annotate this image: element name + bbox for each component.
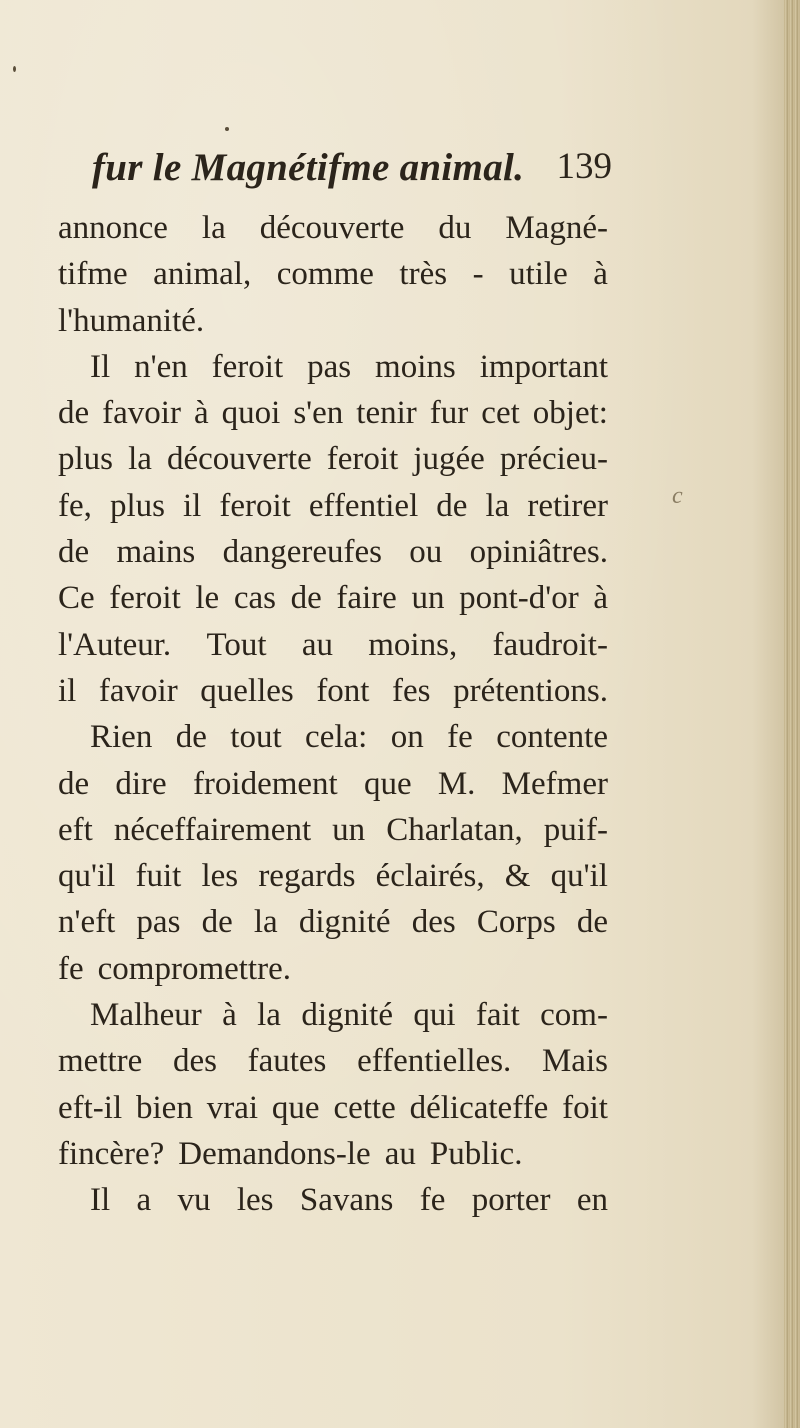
- ink-speck: [225, 127, 229, 131]
- word: en: [576, 1182, 608, 1219]
- word: pas: [307, 348, 352, 385]
- word: faudroit-: [492, 626, 608, 663]
- word: précieu-: [499, 441, 608, 478]
- word: M.: [437, 765, 476, 802]
- text-line: [58, 1038, 608, 1084]
- text-line: [58, 298, 608, 344]
- word: plus: [58, 441, 114, 478]
- text-line: [58, 205, 608, 251]
- word: bien: [136, 1089, 193, 1126]
- text-line: [58, 529, 608, 575]
- text-line: [58, 807, 608, 853]
- word: Public.: [429, 1135, 523, 1172]
- word: vu: [177, 1182, 211, 1219]
- text-line: [58, 575, 608, 621]
- text-line: [58, 714, 608, 760]
- word: de: [58, 765, 90, 802]
- word: pas: [136, 904, 181, 941]
- word: les: [201, 858, 239, 895]
- word: fe: [447, 719, 473, 756]
- text-line: [58, 1085, 608, 1131]
- word: fautes: [247, 1043, 327, 1080]
- word: de: [58, 395, 90, 432]
- word: que: [363, 765, 412, 802]
- word: la: [201, 210, 226, 246]
- word: il: [58, 672, 77, 709]
- text-line: [58, 992, 608, 1038]
- word: faire: [336, 580, 397, 617]
- word: du: [438, 210, 472, 246]
- word: Magné-: [505, 210, 608, 246]
- word: de: [576, 904, 608, 941]
- word: de: [290, 580, 322, 617]
- word: froidement: [192, 765, 338, 802]
- text-line: [58, 899, 608, 945]
- word: on: [390, 719, 424, 756]
- word: la: [128, 441, 152, 478]
- word: mettre: [58, 1043, 143, 1080]
- word: à: [193, 395, 209, 432]
- running-title: fur le Magnétifme animal.: [92, 146, 525, 189]
- page-number: 139: [556, 146, 612, 187]
- word: porter: [471, 1182, 551, 1219]
- word: favoir: [102, 395, 181, 432]
- word: animal,: [153, 256, 252, 293]
- word: moins: [375, 348, 456, 385]
- word: fe,: [58, 487, 92, 524]
- word: fur: [429, 395, 469, 432]
- word: font: [316, 672, 370, 709]
- word: quoi: [221, 395, 281, 432]
- word: découverte: [259, 210, 405, 246]
- word: fe: [58, 950, 84, 987]
- body-text: [58, 205, 608, 1224]
- word: feroit: [219, 487, 291, 524]
- word: un: [411, 580, 445, 617]
- word: retirer: [527, 487, 608, 524]
- word: &: [504, 858, 531, 895]
- word: fe: [419, 1182, 446, 1219]
- word: tifme: [58, 256, 128, 293]
- word: fait: [475, 997, 520, 1034]
- text-line: [58, 436, 608, 482]
- text-line: [58, 251, 608, 297]
- word: compromettre.: [97, 950, 291, 987]
- word: à: [593, 256, 608, 293]
- word: la: [253, 904, 278, 941]
- word: Corps: [476, 904, 556, 941]
- word: favoir: [98, 672, 178, 709]
- word: Ce: [58, 580, 95, 617]
- word: dignité: [298, 904, 391, 941]
- word: très: [399, 256, 448, 293]
- text-line: [58, 344, 608, 390]
- word: de: [436, 487, 468, 524]
- word: utile: [509, 256, 568, 293]
- word: découverte: [166, 441, 312, 478]
- word: qui: [413, 997, 456, 1034]
- word: Demandons-le: [178, 1135, 371, 1172]
- word: a: [136, 1182, 152, 1219]
- word: tout: [230, 719, 282, 756]
- word: cela:: [305, 719, 368, 756]
- word: moins,: [368, 626, 458, 663]
- word: fincère?: [58, 1135, 165, 1172]
- word: Mefmer: [501, 765, 608, 802]
- word: pont-d'or: [459, 580, 579, 617]
- word: dire: [115, 765, 167, 802]
- word: Il: [90, 348, 111, 385]
- word: mains: [116, 534, 196, 571]
- word: à: [222, 997, 237, 1034]
- text-line: [58, 761, 608, 807]
- word: des: [411, 904, 456, 941]
- margin-mark: c: [672, 483, 683, 509]
- word: cette: [333, 1089, 396, 1126]
- word: feroit: [326, 441, 399, 478]
- word: feroit: [109, 580, 181, 617]
- word: feroit: [211, 348, 284, 385]
- word: Savans: [299, 1182, 394, 1219]
- word: n'en: [134, 348, 188, 385]
- page-edge: [784, 0, 800, 1428]
- word: de: [201, 904, 233, 941]
- text-line: [58, 853, 608, 899]
- word: puif-: [543, 811, 608, 848]
- word: s'en: [293, 395, 344, 432]
- word: éclairés,: [375, 858, 485, 895]
- ink-speck: [13, 66, 16, 72]
- text-line: [58, 622, 608, 668]
- word: dignité: [301, 997, 393, 1034]
- word: le: [195, 580, 220, 617]
- word: l'Auteur.: [58, 626, 172, 663]
- word: fes: [392, 672, 431, 709]
- word: délicateffe: [409, 1089, 549, 1126]
- word: l'humanité.: [58, 302, 205, 339]
- word: cas: [233, 580, 276, 617]
- word: de: [175, 719, 207, 756]
- word: cet: [481, 395, 520, 432]
- word: la: [485, 487, 510, 524]
- word: fuit: [135, 858, 182, 895]
- word: de: [58, 534, 90, 571]
- word: qu'il: [58, 858, 116, 895]
- word: foit: [562, 1089, 608, 1126]
- word: objet:: [532, 395, 608, 432]
- word: les: [236, 1182, 274, 1219]
- word: plus: [109, 487, 165, 524]
- word: -: [472, 256, 484, 293]
- word: des: [172, 1043, 217, 1080]
- word: important: [479, 348, 608, 385]
- text-line: [58, 668, 608, 714]
- word: quelles: [200, 672, 294, 709]
- word: la: [257, 997, 281, 1034]
- word: ou: [409, 534, 443, 571]
- word: que: [271, 1089, 320, 1126]
- word: néceffairement: [113, 811, 312, 848]
- word: Malheur: [90, 997, 202, 1034]
- text-line: [58, 946, 608, 992]
- text-line: [58, 1131, 608, 1177]
- word: Rien: [90, 719, 153, 756]
- word: vrai: [206, 1089, 259, 1126]
- word: à: [593, 580, 608, 617]
- word: n'eft: [58, 904, 116, 941]
- word: qu'il: [550, 858, 608, 895]
- word: eft-il: [58, 1089, 123, 1126]
- word: effentielles.: [357, 1043, 512, 1080]
- text-line: [58, 390, 608, 436]
- word: Il: [90, 1182, 111, 1219]
- word: opiniâtres.: [469, 534, 608, 571]
- text-line: [58, 483, 608, 529]
- word: il: [183, 487, 202, 524]
- word: un: [332, 811, 366, 848]
- word: tenir: [356, 395, 417, 432]
- word: au: [301, 626, 333, 663]
- word: Tout: [206, 626, 267, 663]
- text-line: [58, 1177, 608, 1223]
- word: com-: [540, 997, 608, 1034]
- word: effentiel: [308, 487, 419, 524]
- word: jugée: [413, 441, 485, 478]
- word: au: [384, 1135, 416, 1172]
- word: annonce: [58, 210, 168, 246]
- word: Mais: [541, 1043, 608, 1080]
- word: comme: [276, 256, 374, 293]
- word: dangereufes: [222, 534, 382, 571]
- word: eft: [58, 811, 93, 848]
- word: prétentions.: [453, 672, 608, 709]
- word: Charlatan,: [386, 811, 523, 848]
- word: regards: [258, 858, 356, 895]
- running-head: [92, 145, 612, 200]
- word: contente: [496, 719, 608, 756]
